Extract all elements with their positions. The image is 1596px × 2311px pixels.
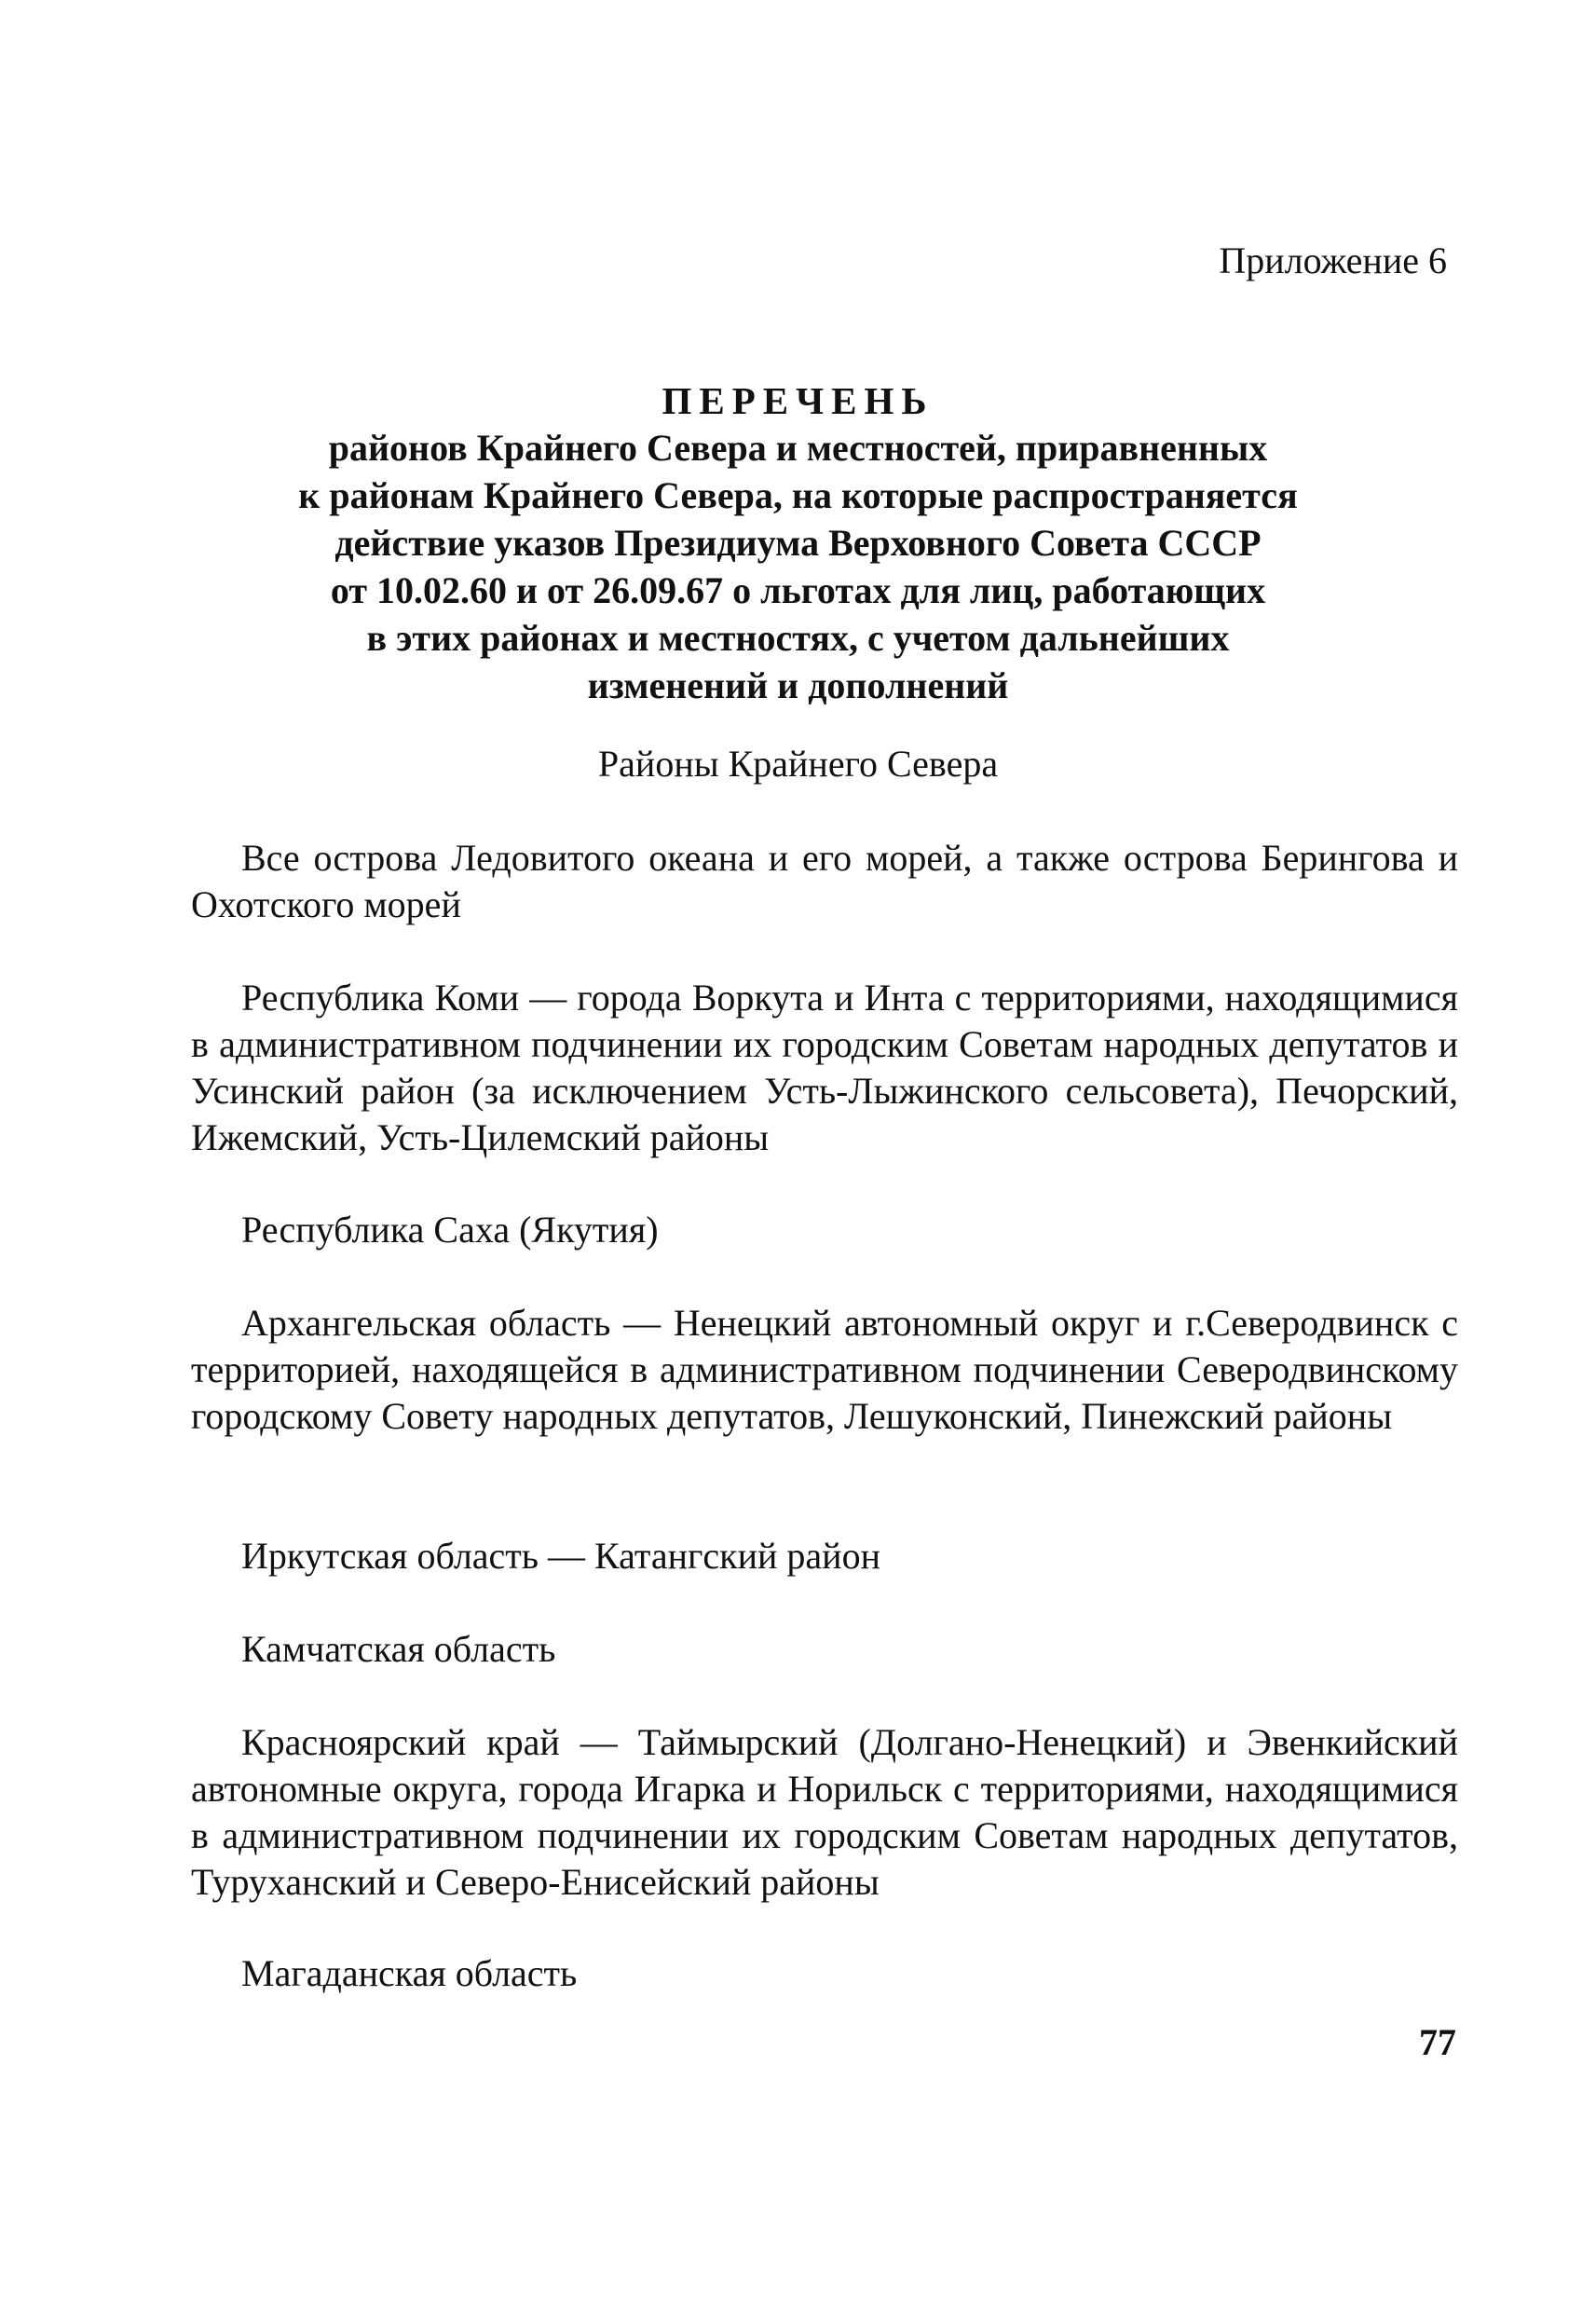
- subtitle-line: районов Крайнего Севера и местностей, приравненных: [328, 427, 1268, 469]
- paragraph-irkutsk: Иркутская область — Катангский район: [241, 1535, 880, 1577]
- paragraph-komi: Республика Коми — города Воркута и Инта с территориями, находящимися в административном подчинении их городским Советам народных депутатов и Усинский район (за исключением Усть-Лыжинского сельсовета), Печорский, Ижемский, Усть-Цилемский районы: [191, 977, 1458, 1158]
- paragraph-krasnoyarsk: Красноярский край — Таймырский (Долгано-Ненецкий) и Эвенкийский автономные округа, города Игарка и Норильск с территориями, находящимися в административном подчинении их городским Советам народных депутатов, Туруханский и Северо-Енисейский районы: [191, 1721, 1458, 1903]
- document-title: ПЕРЕЧЕНЬ: [662, 379, 934, 422]
- paragraph-sakha: Республика Саха (Якутия): [241, 1209, 659, 1251]
- paragraph-kamchatka: Камчатская область: [241, 1628, 556, 1670]
- paragraph-magadan: Магаданская область: [241, 1952, 578, 1994]
- subtitle-line: к районам Крайнего Севера, на которые распространяется: [298, 474, 1298, 516]
- page-number: 77: [1419, 2021, 1456, 2063]
- section-heading: Районы Крайнего Севера: [597, 743, 999, 785]
- subtitle-line: от 10.02.60 и от 26.09.67 о льготах для лиц, работающих: [330, 569, 1266, 611]
- title-block: [186, 377, 1410, 709]
- subtitle-line: изменений и дополнений: [587, 664, 1009, 706]
- subtitle-line: действие указов Президиума Верховного Совета СССР: [334, 522, 1262, 564]
- paragraph-arctic-islands: Все острова Ледовитого океана и его морей, а также острова Берингова и Охотского морей: [191, 837, 1458, 925]
- subtitle-line: в этих районах и местностях, с учетом дальнейших: [366, 617, 1230, 659]
- paragraph-arkhangelsk: Архангельская область — Ненецкий автономный округ и г.Северодвинск с территорией, находящейся в административном подчинении Северодвинскому городскому Совету народных депутатов, Лешуконский, Пинежский районы: [191, 1302, 1458, 1437]
- appendix-label: Приложение 6: [1219, 239, 1447, 281]
